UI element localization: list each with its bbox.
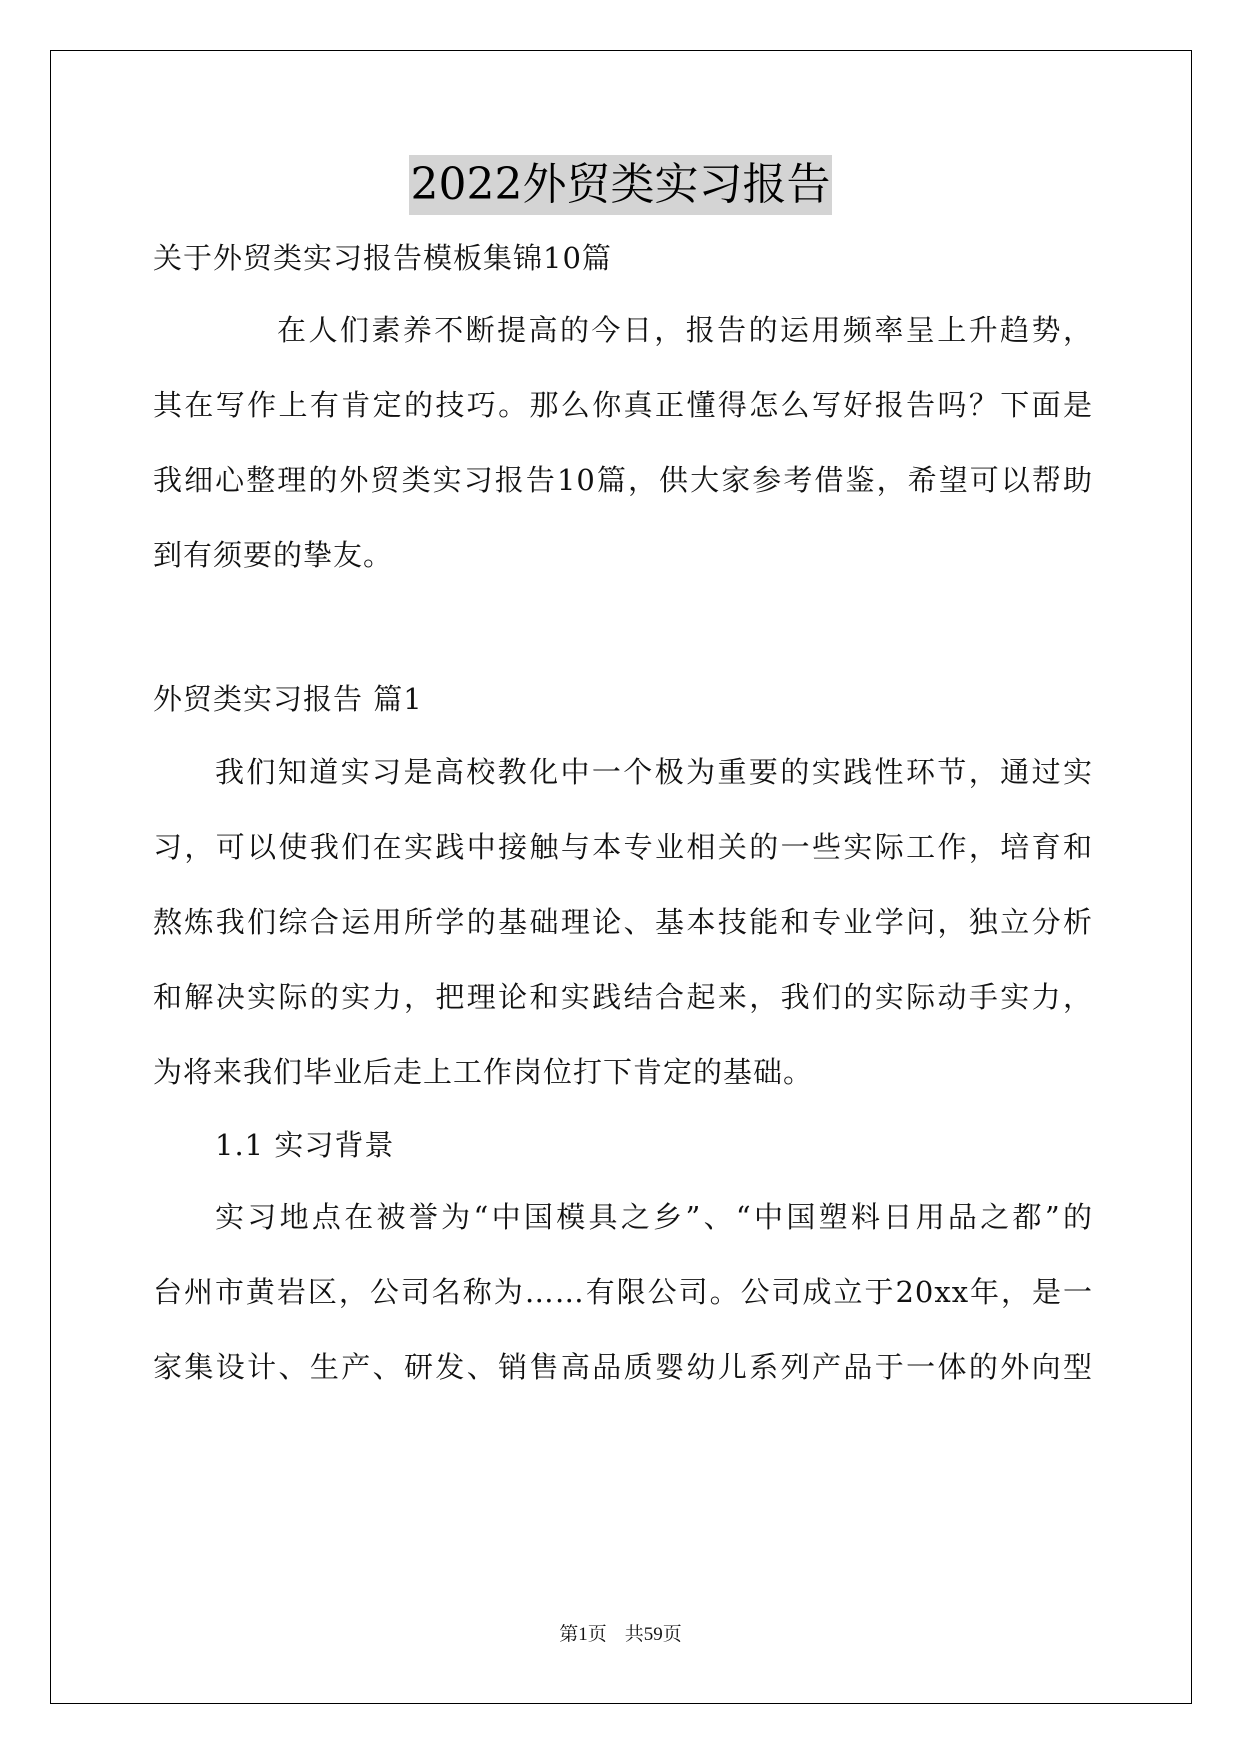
para1-line-2: 习，可以使我们在实践中接触与本专业相关的一些实际工作，培育和 <box>153 830 1093 864</box>
title-container <box>0 155 1241 215</box>
page-border <box>50 50 1192 1704</box>
section-heading: 外贸类实习报告 篇1 <box>153 682 423 716</box>
para1-line-4: 和解决实际的实力，把理论和实践结合起来，我们的实际动手实力， <box>153 980 1093 1014</box>
intro-line-3: 我细心整理的外贸类实习报告10篇，供大家参考借鉴，希望可以帮助 <box>153 463 1093 497</box>
para2-line-2: 台州市黄岩区，公司名称为……有限公司。公司成立于20xx年，是一 <box>153 1275 1093 1309</box>
subheading: 1.1 实习背景 <box>215 1128 395 1162</box>
para1-line-5: 为将来我们毕业后走上工作岗位打下肯定的基础。 <box>153 1055 814 1089</box>
para2-line-3: 家集设计、生产、研发、销售高品质婴幼儿系列产品于一体的外向型 <box>153 1350 1093 1384</box>
document-subtitle: 关于外贸类实习报告模板集锦10篇 <box>153 241 612 275</box>
document-title: 2022外贸类实习报告 <box>409 155 833 215</box>
intro-line-1: 在人们素养不断提高的今日，报告的运用频率呈上升趋势， <box>277 313 1093 347</box>
para1-line-1: 我们知道实习是高校教化中一个极为重要的实践性环节，通过实 <box>215 755 1093 789</box>
para1-line-3: 熬炼我们综合运用所学的基础理论、基本技能和专业学问，独立分析 <box>153 905 1093 939</box>
para2-line-1: 实习地点在被誉为“中国模具之乡”、“中国塑料日用品之都”的 <box>215 1200 1093 1234</box>
intro-line-4: 到有须要的挚友。 <box>153 538 394 572</box>
page-total: 共59页 <box>624 1624 682 1645</box>
page-number: 第1页 <box>559 1624 607 1645</box>
page-footer <box>0 1622 1241 1648</box>
intro-line-2: 其在写作上有肯定的技巧。那么你真正懂得怎么写好报告吗？下面是 <box>153 388 1093 422</box>
